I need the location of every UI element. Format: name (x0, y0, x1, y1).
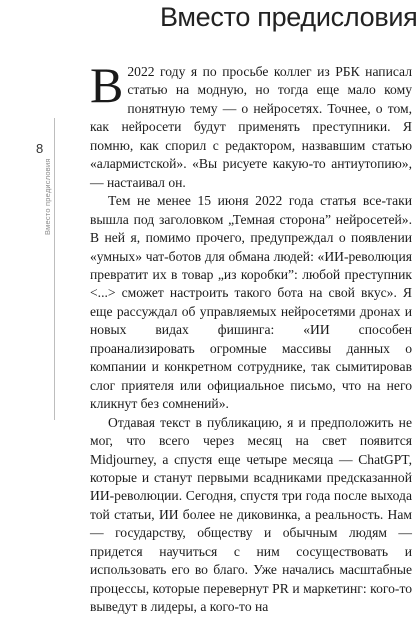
paragraph-text: 2022 году я по просьбе коллег из РБК написал статью на модную, но тогда еще мало кому понятную тему — о нейросетях. Точнее, о том, как нейросети будут применять преступники. Я помню, как спорил с редактором, назвавшим статью «алармистской». «Вы рисуете какую-то антиутопию», — настаивал он. (90, 64, 412, 190)
chapter-title: Вместо предисловия (160, 2, 418, 32)
paragraph (90, 57, 412, 192)
paragraph: Тем не менее 15 июня 2022 года статья все-таки вышла под заголовком „Темная сторона” нейросетей». В ней я, помимо прочего, предупреждал о появлении «умных» чат-ботов для обмана людей: «ИИ-революция превратит их в товар „из коробки”: любой преступник <...> сможет настроить такого бота на свой вкус». Я еще рассуждал об управляемых нейросетями дронах и новых видах фишинга: «ИИ способен проанализировать огромные массивы данных о компании и конкретном сотруднике, так сымитировав слог приятеля или официальное письмо, что на него кликнут без сомнений». (90, 193, 412, 412)
paragraph: Отдавая текст в публикацию, я и предположить не мог, что всего через месяц на свет появится Midjourney, а спустя еще четыре месяца — ChatGPT, которые и станут первыми всадниками предсказанной ИИ-революции. Сегодня, спустя три года после выхода той статьи, ИИ более не диковинка, а реальность. Нам — государству, обществу и обычным людям — придется научиться с ним сосуществовать и использовать его во благо. Уже начались масштабные процессы, которые перевернут PR и маркетинг: кого-то выведут в лидеры, а кого-то на (90, 414, 412, 615)
margin-rule (54, 118, 55, 420)
page-number: 8 (36, 141, 44, 156)
body-text (90, 57, 412, 617)
drop-cap: В (90, 57, 124, 113)
running-head: Вместо предисловия (43, 158, 52, 235)
